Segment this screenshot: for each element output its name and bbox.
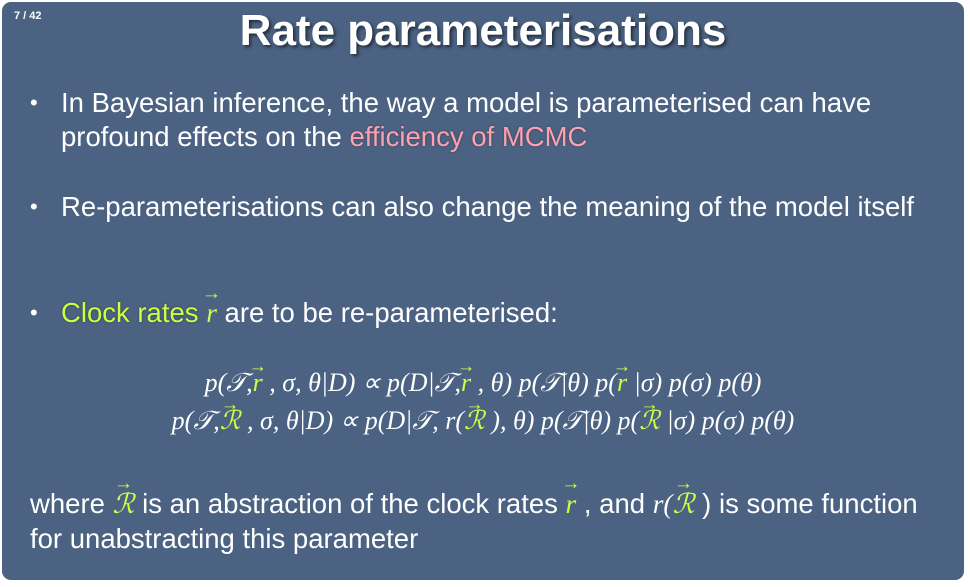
abstract-vector-symbol: → ℛ (220, 406, 241, 436)
bottom-text: is an abstraction of the clock rates (134, 488, 566, 519)
bottom-text: , and (576, 488, 653, 519)
rate-vector-symbol: → r (253, 368, 263, 398)
abstract-vector-symbol: → ℛ (464, 406, 485, 436)
function-symbol: r( (652, 488, 673, 519)
bullet-text (61, 296, 961, 330)
eq-part: , σ, θ|D) ∝ p(D| (240, 406, 413, 435)
slide (2, 2, 964, 580)
tree-symbol: 𝒯 (562, 406, 583, 435)
eq-part: , r( (432, 406, 465, 435)
abstract-vector-symbol: → ℛ (673, 486, 695, 521)
bullet-icon: • (30, 194, 38, 219)
bullet-icon: • (30, 300, 38, 325)
abstract-vector-symbol: → ℛ (639, 406, 660, 436)
equation-abstracted (2, 406, 964, 437)
eq-part: , (454, 368, 462, 397)
eq-part: |θ) p( (560, 368, 617, 397)
eq-part: p( (171, 406, 194, 435)
page-number: 7 / 42 (14, 10, 42, 22)
rate-vector-symbol: → r (206, 296, 217, 330)
tree-symbol: 𝒯 (226, 368, 247, 397)
eq-part: |σ) p(σ) p(θ) (659, 406, 795, 435)
highlight-clock-rates: Clock rates (61, 297, 199, 328)
rate-vector-symbol: → r (461, 368, 471, 398)
tree-symbol: 𝒯 (412, 406, 433, 435)
eq-part: ), θ) p( (484, 406, 563, 435)
tree-symbol: 𝒯 (193, 406, 214, 435)
bullet-text-a: In Bayesian inference, the way a model is parameterised can have profound effects on the (61, 87, 872, 152)
abstract-vector-symbol: → ℛ (113, 486, 135, 521)
eq-part: , θ) p( (471, 368, 541, 397)
slide-title: Rate parameterisations (239, 6, 727, 55)
eq-part: , (246, 368, 253, 397)
rate-vector-symbol: → r (566, 486, 577, 521)
bottom-paragraph (30, 486, 945, 556)
bullet-text (61, 86, 961, 154)
bottom-text: where (30, 488, 113, 519)
bullet-icon: • (30, 90, 38, 115)
highlight-efficiency: efficiency of MCMC (349, 121, 588, 152)
eq-part: p( (204, 368, 227, 397)
bullet-text-b: are to be re-parameterised: (224, 297, 558, 328)
bottom-text: ) is some function for unabstracting this parameter (30, 488, 918, 554)
tree-symbol: 𝒯 (540, 368, 561, 397)
tree-symbol: 𝒯 (434, 368, 455, 397)
eq-part: |θ) p( (582, 406, 640, 435)
rate-vector-symbol: → r (617, 368, 627, 398)
eq-part: , (213, 406, 220, 435)
eq-part: , σ, θ|D) ∝ p(D| (262, 368, 435, 397)
bullet-text: Re-parameterisations can also change the meaning of the model itself (61, 191, 914, 222)
eq-part: |σ) p(σ) p(θ) (627, 368, 762, 397)
